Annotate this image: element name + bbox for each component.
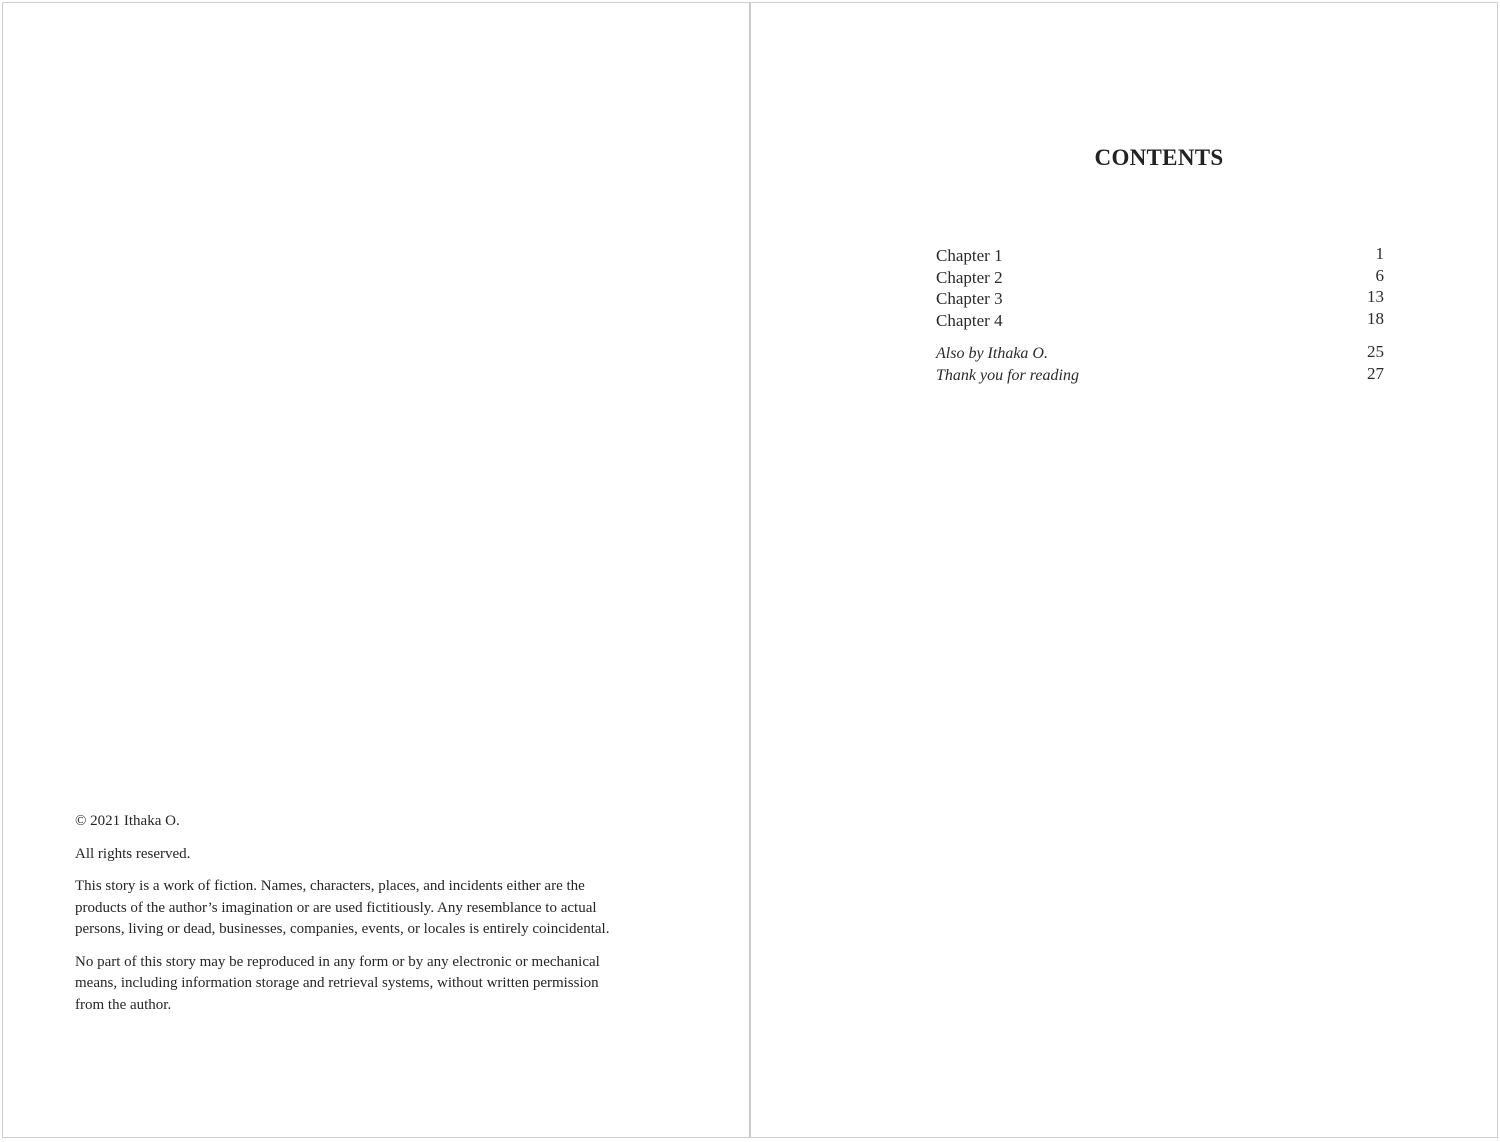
- toc-entry-chapter-2[interactable]: [936, 265, 1384, 287]
- toc-entry-label: Chapter 4: [936, 310, 1003, 330]
- toc-entry-chapter-3[interactable]: [936, 286, 1384, 308]
- fiction-disclaimer: This story is a work of fiction. Names, characters, places, and incidents either are the products of the author’s imagination or are used fictitiously. Any resemblance to actual persons, living or dead, businesses, companies, events, or locales is entirely coincidental.: [75, 878, 610, 937]
- table-of-contents: [936, 243, 1384, 396]
- toc-entry-page-number: 25: [1367, 342, 1384, 361]
- copyright-line: © 2021 Ithaka O.: [75, 813, 180, 829]
- toc-entry-label: Chapter 3: [936, 289, 1003, 308]
- contents-title: CONTENTS: [1094, 145, 1224, 170]
- toc-entry-thank-you[interactable]: [936, 363, 1384, 385]
- toc-entry-label: Thank you for reading: [936, 366, 1079, 384]
- toc-entry-page-number: 18: [1367, 308, 1384, 328]
- rights-line: All rights reserved.: [75, 845, 191, 862]
- toc-chapters: [936, 243, 1384, 329]
- contents-page: [750, 2, 1498, 1138]
- copyright-block: [75, 811, 615, 1027]
- toc-entry-label: Chapter 1: [936, 246, 1003, 265]
- toc-entry-chapter-1[interactable]: [936, 243, 1384, 265]
- copyright-page: [2, 2, 751, 1138]
- toc-entry-page-number: 13: [1367, 287, 1384, 306]
- toc-entry-page-number: 1: [1375, 244, 1384, 263]
- toc-entry-page-number: 27: [1367, 363, 1384, 383]
- toc-entry-also-by[interactable]: [936, 341, 1384, 363]
- toc-entry-page-number: 6: [1375, 265, 1384, 285]
- reproduction-notice: No part of this story may be reproduced in any form or by any electronic or mechanical means, including information storage and retrieval systems, without written permission from the author.: [75, 953, 600, 1013]
- toc-entry-label: Also by Ithaka O.: [936, 345, 1048, 362]
- toc-entry-chapter-4[interactable]: [936, 308, 1384, 330]
- toc-backmatter: [936, 341, 1384, 384]
- toc-entry-label: Chapter 2: [936, 267, 1003, 287]
